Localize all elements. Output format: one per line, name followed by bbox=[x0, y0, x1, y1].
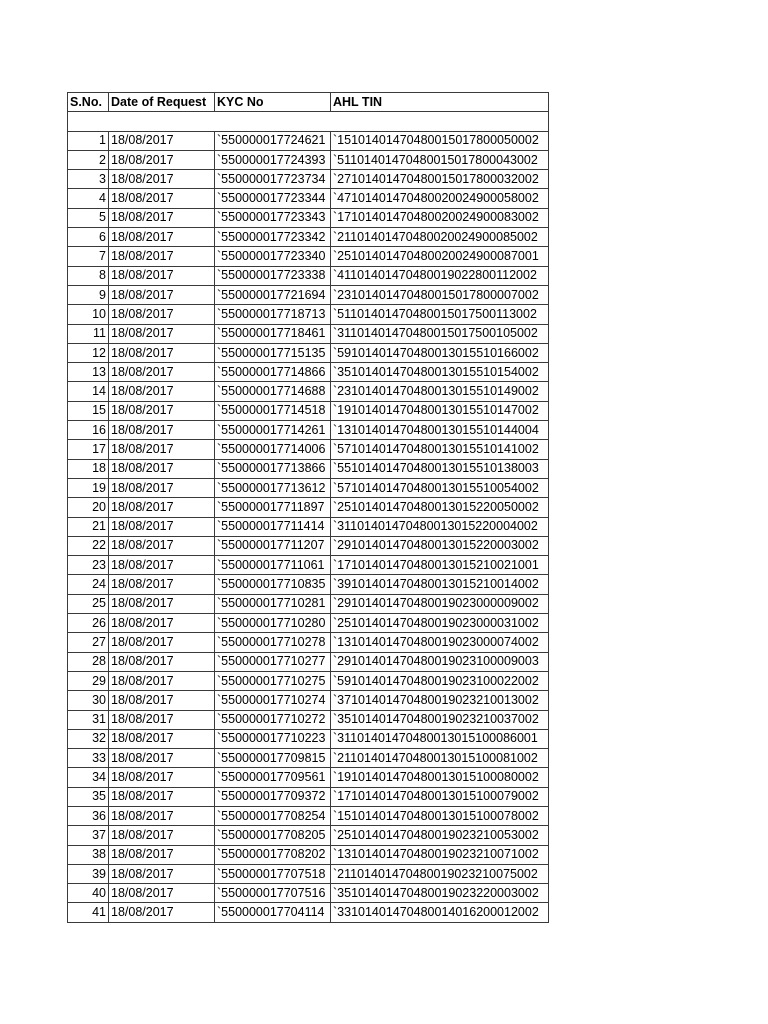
kyc-request-table bbox=[67, 92, 549, 923]
table-row bbox=[68, 884, 549, 903]
blank-row bbox=[68, 112, 549, 131]
cell-kyc-no: `550000017710277 bbox=[215, 652, 331, 671]
table-row bbox=[68, 556, 549, 575]
table-row bbox=[68, 691, 549, 710]
cell-sno: 12 bbox=[68, 343, 109, 362]
table-row bbox=[68, 845, 549, 864]
cell-ahl-tin: `47101401470480020024900058002 bbox=[331, 189, 549, 208]
cell-kyc-no: `550000017709372 bbox=[215, 787, 331, 806]
header-ahl-tin: AHL TIN bbox=[331, 93, 549, 112]
cell-kyc-no: `550000017714006 bbox=[215, 440, 331, 459]
table-row bbox=[68, 710, 549, 729]
cell-ahl-tin: `29101401470480019023000009002 bbox=[331, 594, 549, 613]
cell-sno: 40 bbox=[68, 884, 109, 903]
cell-kyc-no: `550000017714261 bbox=[215, 421, 331, 440]
cell-kyc-no: `550000017710280 bbox=[215, 614, 331, 633]
table-row bbox=[68, 478, 549, 497]
cell-kyc-no: `550000017723342 bbox=[215, 228, 331, 247]
table-row bbox=[68, 614, 549, 633]
cell-sno: 36 bbox=[68, 806, 109, 825]
cell-kyc-no: `550000017713612 bbox=[215, 478, 331, 497]
cell-ahl-tin: `37101401470480019023210013002 bbox=[331, 691, 549, 710]
cell-kyc-no: `550000017710223 bbox=[215, 729, 331, 748]
cell-kyc-no: `550000017708254 bbox=[215, 806, 331, 825]
cell-ahl-tin: `51101401470480015017500113002 bbox=[331, 305, 549, 324]
table-body bbox=[68, 112, 549, 922]
cell-ahl-tin: `25101401470480013015220050002 bbox=[331, 498, 549, 517]
table-row bbox=[68, 421, 549, 440]
cell-kyc-no: `550000017707516 bbox=[215, 884, 331, 903]
cell-kyc-no: `550000017723340 bbox=[215, 247, 331, 266]
cell-kyc-no: `550000017709561 bbox=[215, 768, 331, 787]
cell-date-of-request: 18/08/2017 bbox=[109, 864, 215, 883]
cell-ahl-tin: `13101401470480019023000074002 bbox=[331, 633, 549, 652]
cell-date-of-request: 18/08/2017 bbox=[109, 247, 215, 266]
cell-sno: 2 bbox=[68, 150, 109, 169]
table-row bbox=[68, 170, 549, 189]
header-kyc-no: KYC No bbox=[215, 93, 331, 112]
cell-date-of-request: 18/08/2017 bbox=[109, 208, 215, 227]
cell-sno: 41 bbox=[68, 903, 109, 922]
cell-sno: 19 bbox=[68, 478, 109, 497]
cell-date-of-request: 18/08/2017 bbox=[109, 536, 215, 555]
cell-ahl-tin: `21101401470480013015100081002 bbox=[331, 749, 549, 768]
cell-date-of-request: 18/08/2017 bbox=[109, 806, 215, 825]
cell-date-of-request: 18/08/2017 bbox=[109, 691, 215, 710]
cell-sno: 17 bbox=[68, 440, 109, 459]
table-row bbox=[68, 440, 549, 459]
cell-ahl-tin: `13101401470480013015510144004 bbox=[331, 421, 549, 440]
cell-ahl-tin: `59101401470480013015510166002 bbox=[331, 343, 549, 362]
table-row bbox=[68, 324, 549, 343]
table-row bbox=[68, 285, 549, 304]
table-row bbox=[68, 536, 549, 555]
cell-sno: 34 bbox=[68, 768, 109, 787]
cell-sno: 10 bbox=[68, 305, 109, 324]
table-row bbox=[68, 228, 549, 247]
cell-ahl-tin: `41101401470480019022800112002 bbox=[331, 266, 549, 285]
table-row bbox=[68, 343, 549, 362]
cell-ahl-tin: `39101401470480013015210014002 bbox=[331, 575, 549, 594]
cell-kyc-no: `550000017708205 bbox=[215, 826, 331, 845]
table-row bbox=[68, 401, 549, 420]
table-row bbox=[68, 594, 549, 613]
cell-sno: 26 bbox=[68, 614, 109, 633]
cell-kyc-no: `550000017714688 bbox=[215, 382, 331, 401]
cell-date-of-request: 18/08/2017 bbox=[109, 343, 215, 362]
cell-ahl-tin: `15101401470480013015100078002 bbox=[331, 806, 549, 825]
cell-sno: 22 bbox=[68, 536, 109, 555]
cell-date-of-request: 18/08/2017 bbox=[109, 421, 215, 440]
header-row bbox=[68, 93, 549, 112]
blank-cell bbox=[68, 112, 549, 131]
table-row bbox=[68, 633, 549, 652]
header-sno: S.No. bbox=[68, 93, 109, 112]
cell-ahl-tin: `31101401470480013015220004002 bbox=[331, 517, 549, 536]
cell-ahl-tin: `57101401470480013015510141002 bbox=[331, 440, 549, 459]
cell-ahl-tin: `23101401470480013015510149002 bbox=[331, 382, 549, 401]
cell-kyc-no: `550000017723343 bbox=[215, 208, 331, 227]
cell-date-of-request: 18/08/2017 bbox=[109, 324, 215, 343]
cell-sno: 24 bbox=[68, 575, 109, 594]
cell-kyc-no: `550000017715135 bbox=[215, 343, 331, 362]
cell-ahl-tin: `59101401470480019023100022002 bbox=[331, 671, 549, 690]
cell-date-of-request: 18/08/2017 bbox=[109, 884, 215, 903]
cell-sno: 6 bbox=[68, 228, 109, 247]
cell-kyc-no: `550000017713866 bbox=[215, 459, 331, 478]
cell-ahl-tin: `13101401470480019023210071002 bbox=[331, 845, 549, 864]
cell-sno: 15 bbox=[68, 401, 109, 420]
cell-date-of-request: 18/08/2017 bbox=[109, 228, 215, 247]
cell-sno: 39 bbox=[68, 864, 109, 883]
cell-date-of-request: 18/08/2017 bbox=[109, 903, 215, 922]
cell-kyc-no: `550000017710281 bbox=[215, 594, 331, 613]
cell-ahl-tin: `55101401470480013015510138003 bbox=[331, 459, 549, 478]
cell-kyc-no: `550000017707518 bbox=[215, 864, 331, 883]
cell-kyc-no: `550000017704114 bbox=[215, 903, 331, 922]
cell-sno: 5 bbox=[68, 208, 109, 227]
table-row bbox=[68, 208, 549, 227]
table-row bbox=[68, 729, 549, 748]
cell-sno: 14 bbox=[68, 382, 109, 401]
cell-date-of-request: 18/08/2017 bbox=[109, 787, 215, 806]
table-row bbox=[68, 575, 549, 594]
cell-sno: 25 bbox=[68, 594, 109, 613]
cell-ahl-tin: `25101401470480020024900087001 bbox=[331, 247, 549, 266]
cell-kyc-no: `550000017708202 bbox=[215, 845, 331, 864]
cell-kyc-no: `550000017723338 bbox=[215, 266, 331, 285]
cell-date-of-request: 18/08/2017 bbox=[109, 131, 215, 150]
cell-kyc-no: `550000017711897 bbox=[215, 498, 331, 517]
cell-date-of-request: 18/08/2017 bbox=[109, 517, 215, 536]
cell-ahl-tin: `21101401470480020024900085002 bbox=[331, 228, 549, 247]
cell-ahl-tin: `35101401470480013015510154002 bbox=[331, 363, 549, 382]
cell-ahl-tin: `27101401470480015017800032002 bbox=[331, 170, 549, 189]
cell-date-of-request: 18/08/2017 bbox=[109, 478, 215, 497]
cell-date-of-request: 18/08/2017 bbox=[109, 189, 215, 208]
table-row bbox=[68, 671, 549, 690]
cell-ahl-tin: `25101401470480019023000031002 bbox=[331, 614, 549, 633]
cell-date-of-request: 18/08/2017 bbox=[109, 749, 215, 768]
cell-date-of-request: 18/08/2017 bbox=[109, 498, 215, 517]
cell-ahl-tin: `35101401470480019023210037002 bbox=[331, 710, 549, 729]
table-row bbox=[68, 517, 549, 536]
cell-ahl-tin: `17101401470480013015100079002 bbox=[331, 787, 549, 806]
cell-ahl-tin: `21101401470480019023210075002 bbox=[331, 864, 549, 883]
cell-ahl-tin: `25101401470480019023210053002 bbox=[331, 826, 549, 845]
cell-date-of-request: 18/08/2017 bbox=[109, 363, 215, 382]
table-row bbox=[68, 749, 549, 768]
cell-sno: 18 bbox=[68, 459, 109, 478]
cell-ahl-tin: `15101401470480015017800050002 bbox=[331, 131, 549, 150]
cell-kyc-no: `550000017718461 bbox=[215, 324, 331, 343]
cell-date-of-request: 18/08/2017 bbox=[109, 594, 215, 613]
cell-sno: 11 bbox=[68, 324, 109, 343]
cell-date-of-request: 18/08/2017 bbox=[109, 150, 215, 169]
table-row bbox=[68, 787, 549, 806]
table-row bbox=[68, 150, 549, 169]
cell-kyc-no: `550000017714518 bbox=[215, 401, 331, 420]
cell-kyc-no: `550000017723734 bbox=[215, 170, 331, 189]
cell-date-of-request: 18/08/2017 bbox=[109, 459, 215, 478]
cell-kyc-no: `550000017721694 bbox=[215, 285, 331, 304]
table-row bbox=[68, 266, 549, 285]
cell-ahl-tin: `31101401470480015017500105002 bbox=[331, 324, 549, 343]
cell-date-of-request: 18/08/2017 bbox=[109, 845, 215, 864]
cell-date-of-request: 18/08/2017 bbox=[109, 305, 215, 324]
cell-kyc-no: `550000017723344 bbox=[215, 189, 331, 208]
cell-ahl-tin: `19101401470480013015100080002 bbox=[331, 768, 549, 787]
cell-sno: 38 bbox=[68, 845, 109, 864]
cell-sno: 28 bbox=[68, 652, 109, 671]
header-date-of-request: Date of Request bbox=[109, 93, 215, 112]
table-row bbox=[68, 131, 549, 150]
cell-kyc-no: `550000017724393 bbox=[215, 150, 331, 169]
cell-sno: 37 bbox=[68, 826, 109, 845]
cell-sno: 31 bbox=[68, 710, 109, 729]
cell-ahl-tin: `19101401470480013015510147002 bbox=[331, 401, 549, 420]
cell-date-of-request: 18/08/2017 bbox=[109, 768, 215, 787]
table-row bbox=[68, 189, 549, 208]
cell-date-of-request: 18/08/2017 bbox=[109, 575, 215, 594]
table-row bbox=[68, 652, 549, 671]
table-row bbox=[68, 864, 549, 883]
cell-sno: 16 bbox=[68, 421, 109, 440]
cell-ahl-tin: `51101401470480015017800043002 bbox=[331, 150, 549, 169]
cell-date-of-request: 18/08/2017 bbox=[109, 826, 215, 845]
cell-sno: 3 bbox=[68, 170, 109, 189]
cell-ahl-tin: `35101401470480019023220003002 bbox=[331, 884, 549, 903]
cell-sno: 9 bbox=[68, 285, 109, 304]
cell-sno: 20 bbox=[68, 498, 109, 517]
cell-sno: 21 bbox=[68, 517, 109, 536]
table-row bbox=[68, 903, 549, 922]
cell-sno: 1 bbox=[68, 131, 109, 150]
cell-date-of-request: 18/08/2017 bbox=[109, 729, 215, 748]
cell-date-of-request: 18/08/2017 bbox=[109, 401, 215, 420]
cell-kyc-no: `550000017710835 bbox=[215, 575, 331, 594]
cell-kyc-no: `550000017724621 bbox=[215, 131, 331, 150]
cell-kyc-no: `550000017710272 bbox=[215, 710, 331, 729]
cell-sno: 32 bbox=[68, 729, 109, 748]
cell-sno: 8 bbox=[68, 266, 109, 285]
cell-kyc-no: `550000017710278 bbox=[215, 633, 331, 652]
cell-kyc-no: `550000017711414 bbox=[215, 517, 331, 536]
cell-sno: 29 bbox=[68, 671, 109, 690]
cell-ahl-tin: `57101401470480013015510054002 bbox=[331, 478, 549, 497]
cell-date-of-request: 18/08/2017 bbox=[109, 710, 215, 729]
cell-kyc-no: `550000017718713 bbox=[215, 305, 331, 324]
table-row bbox=[68, 806, 549, 825]
cell-ahl-tin: `17101401470480013015210021001 bbox=[331, 556, 549, 575]
cell-kyc-no: `550000017714866 bbox=[215, 363, 331, 382]
cell-kyc-no: `550000017710275 bbox=[215, 671, 331, 690]
table-row bbox=[68, 498, 549, 517]
table-row bbox=[68, 247, 549, 266]
table-row bbox=[68, 382, 549, 401]
cell-ahl-tin: `23101401470480015017800007002 bbox=[331, 285, 549, 304]
cell-kyc-no: `550000017709815 bbox=[215, 749, 331, 768]
cell-ahl-tin: `31101401470480013015100086001 bbox=[331, 729, 549, 748]
cell-date-of-request: 18/08/2017 bbox=[109, 266, 215, 285]
cell-ahl-tin: `17101401470480020024900083002 bbox=[331, 208, 549, 227]
cell-sno: 4 bbox=[68, 189, 109, 208]
cell-ahl-tin: `29101401470480019023100009003 bbox=[331, 652, 549, 671]
table-row bbox=[68, 305, 549, 324]
cell-kyc-no: `550000017711061 bbox=[215, 556, 331, 575]
cell-sno: 23 bbox=[68, 556, 109, 575]
cell-sno: 27 bbox=[68, 633, 109, 652]
cell-date-of-request: 18/08/2017 bbox=[109, 671, 215, 690]
cell-sno: 7 bbox=[68, 247, 109, 266]
cell-sno: 13 bbox=[68, 363, 109, 382]
cell-sno: 33 bbox=[68, 749, 109, 768]
cell-date-of-request: 18/08/2017 bbox=[109, 614, 215, 633]
table-row bbox=[68, 459, 549, 478]
cell-kyc-no: `550000017711207 bbox=[215, 536, 331, 555]
cell-date-of-request: 18/08/2017 bbox=[109, 440, 215, 459]
cell-ahl-tin: `33101401470480014016200012002 bbox=[331, 903, 549, 922]
cell-sno: 30 bbox=[68, 691, 109, 710]
cell-date-of-request: 18/08/2017 bbox=[109, 382, 215, 401]
cell-date-of-request: 18/08/2017 bbox=[109, 556, 215, 575]
cell-date-of-request: 18/08/2017 bbox=[109, 633, 215, 652]
table-row bbox=[68, 768, 549, 787]
cell-date-of-request: 18/08/2017 bbox=[109, 285, 215, 304]
cell-date-of-request: 18/08/2017 bbox=[109, 170, 215, 189]
table-row bbox=[68, 363, 549, 382]
cell-date-of-request: 18/08/2017 bbox=[109, 652, 215, 671]
table-row bbox=[68, 826, 549, 845]
cell-sno: 35 bbox=[68, 787, 109, 806]
cell-kyc-no: `550000017710274 bbox=[215, 691, 331, 710]
cell-ahl-tin: `29101401470480013015220003002 bbox=[331, 536, 549, 555]
